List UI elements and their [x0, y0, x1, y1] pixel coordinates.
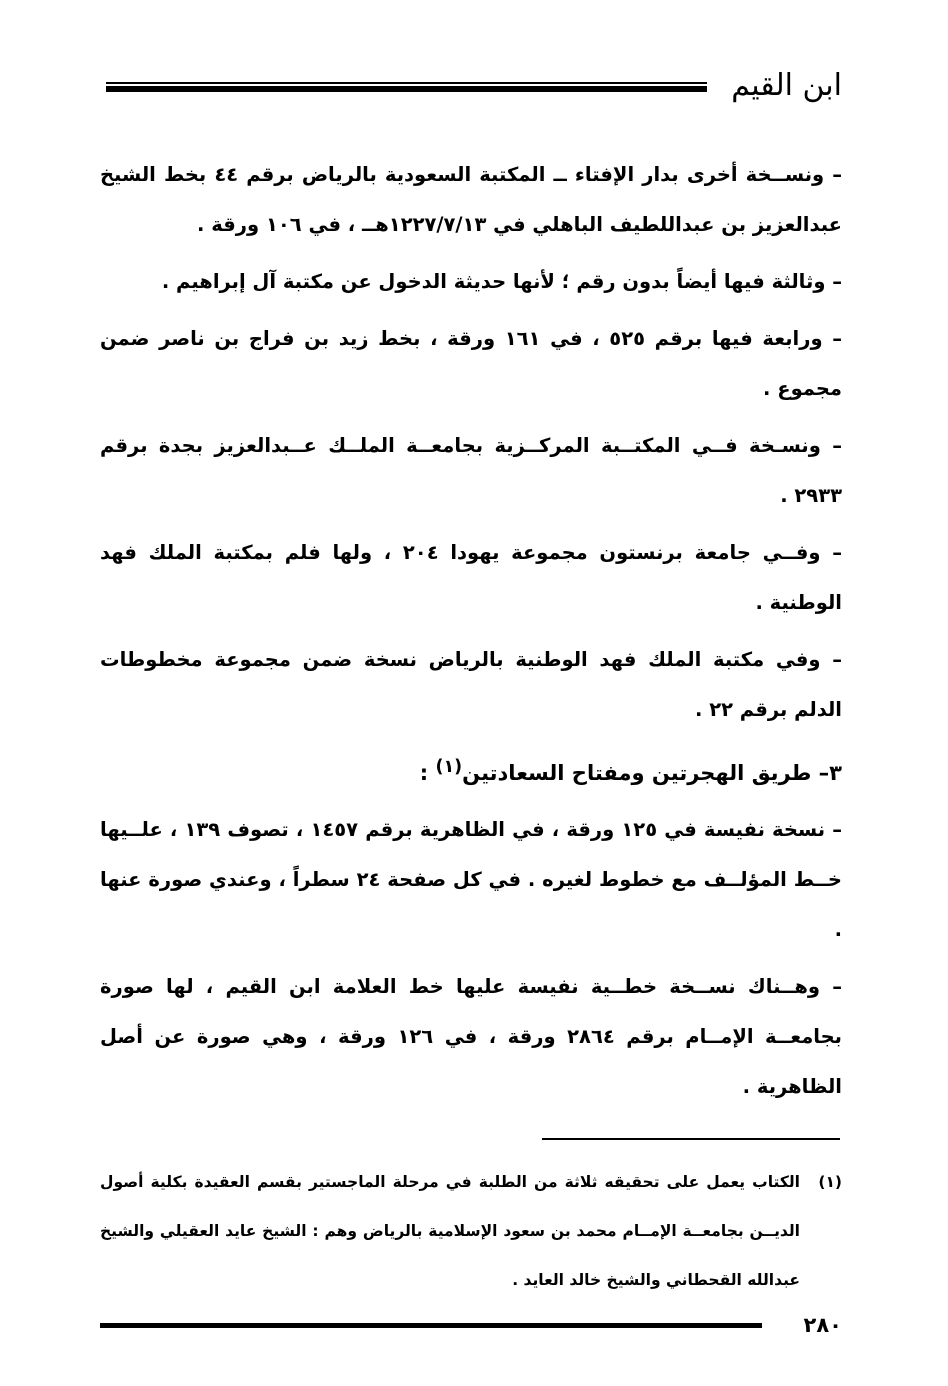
paragraph: – وثالثة فيها أيضاً بدون رقم ؛ لأنها حديثة الدخول عن مكتبة آل إبراهيم . — [161, 270, 842, 293]
header-rule-thick — [106, 86, 707, 92]
paragraph: – وفــي جامعة برنستون مجموعة يهودا ٢٠٤ ، ولها فلم بمكتبة الملك فهد الوطنية . — [100, 541, 842, 614]
paragraph: – ورابعة فيها برقم ٥٢٥ ، في ١٦١ ورقة ، بخط زيد بن فراج بن ناصر ضمن مجموع . — [100, 327, 842, 400]
header-title: ابن القيم — [731, 68, 842, 103]
paragraph: – ونســخة أخرى بدار الإفتاء ــ المكتبة السعودية بالرياض برقم ٤٤ بخط الشيخ عبدالعزيز بن عبداللطيف الباهلي في ١٢٢٧/٧/١٣هــ ، في ١٠٦ ورقة . — [100, 163, 842, 236]
paragraph: – وفي مكتبة الملك فهد الوطنية بالرياض نسخة ضمن مجموعة مخطوطات الدلم برقم ٢٢ . — [100, 648, 842, 721]
paragraph: – ونسـخة فــي المكتــبة المركــزية بجامعــة الملــك عــبدالعزيز بجدة برقم ٢٩٣٣ . — [100, 434, 842, 507]
page-footer — [100, 1310, 842, 1340]
main-text — [100, 150, 842, 1119]
footnote-reference[interactable]: (١) — [435, 757, 463, 777]
header-double-rule — [106, 82, 707, 92]
footnotes — [100, 1158, 842, 1305]
footnote — [100, 1158, 842, 1305]
header-rule-thin — [106, 82, 707, 84]
paragraph: – نسخة نفيسة في ١٢٥ ورقة ، في الظاهرية برقم ١٤٥٧ ، تصوف ١٣٩ ، علــيها خــط المؤلــف مع خطوط لغيره . في كل صفحة ٢٤ سطراً ، وعندي صورة عنها . — [100, 818, 842, 941]
page-number: ٢٨٠ — [803, 1313, 842, 1337]
footnote-text: الكتاب يعمل على تحقيقه ثلاثة من الطلبة في مرحلة الماجستير بقسم العقيدة بكلية أصول الديــن بجامعــة الإمــام محمد بن سعود الإسلامية بالرياض وهم : الشيخ عايد العقيلي والشيخ عبدالله القحطاني والشيخ خالد العايد . — [100, 1173, 800, 1289]
book-page — [100, 0, 842, 1386]
heading-suffix: : — [419, 761, 436, 785]
heading-text: ٣– طريق الهجرتين ومفتاح السعادتين — [462, 761, 842, 785]
footnote-marker: (١) — [818, 1173, 842, 1191]
paragraph: – وهــناك نســخة خطــية نفيسة عليها خط العلامة ابن القيم ، لها صورة بجامعــة الإمــام برقم ٢٨٦٤ ورقة ، في ١٢٦ ورقة ، وهي صورة عن أصل الظاهرية . — [100, 975, 842, 1098]
footer-rule — [100, 1323, 762, 1328]
footnote-separator — [542, 1138, 840, 1140]
section-heading — [100, 742, 842, 798]
running-header — [100, 66, 842, 106]
